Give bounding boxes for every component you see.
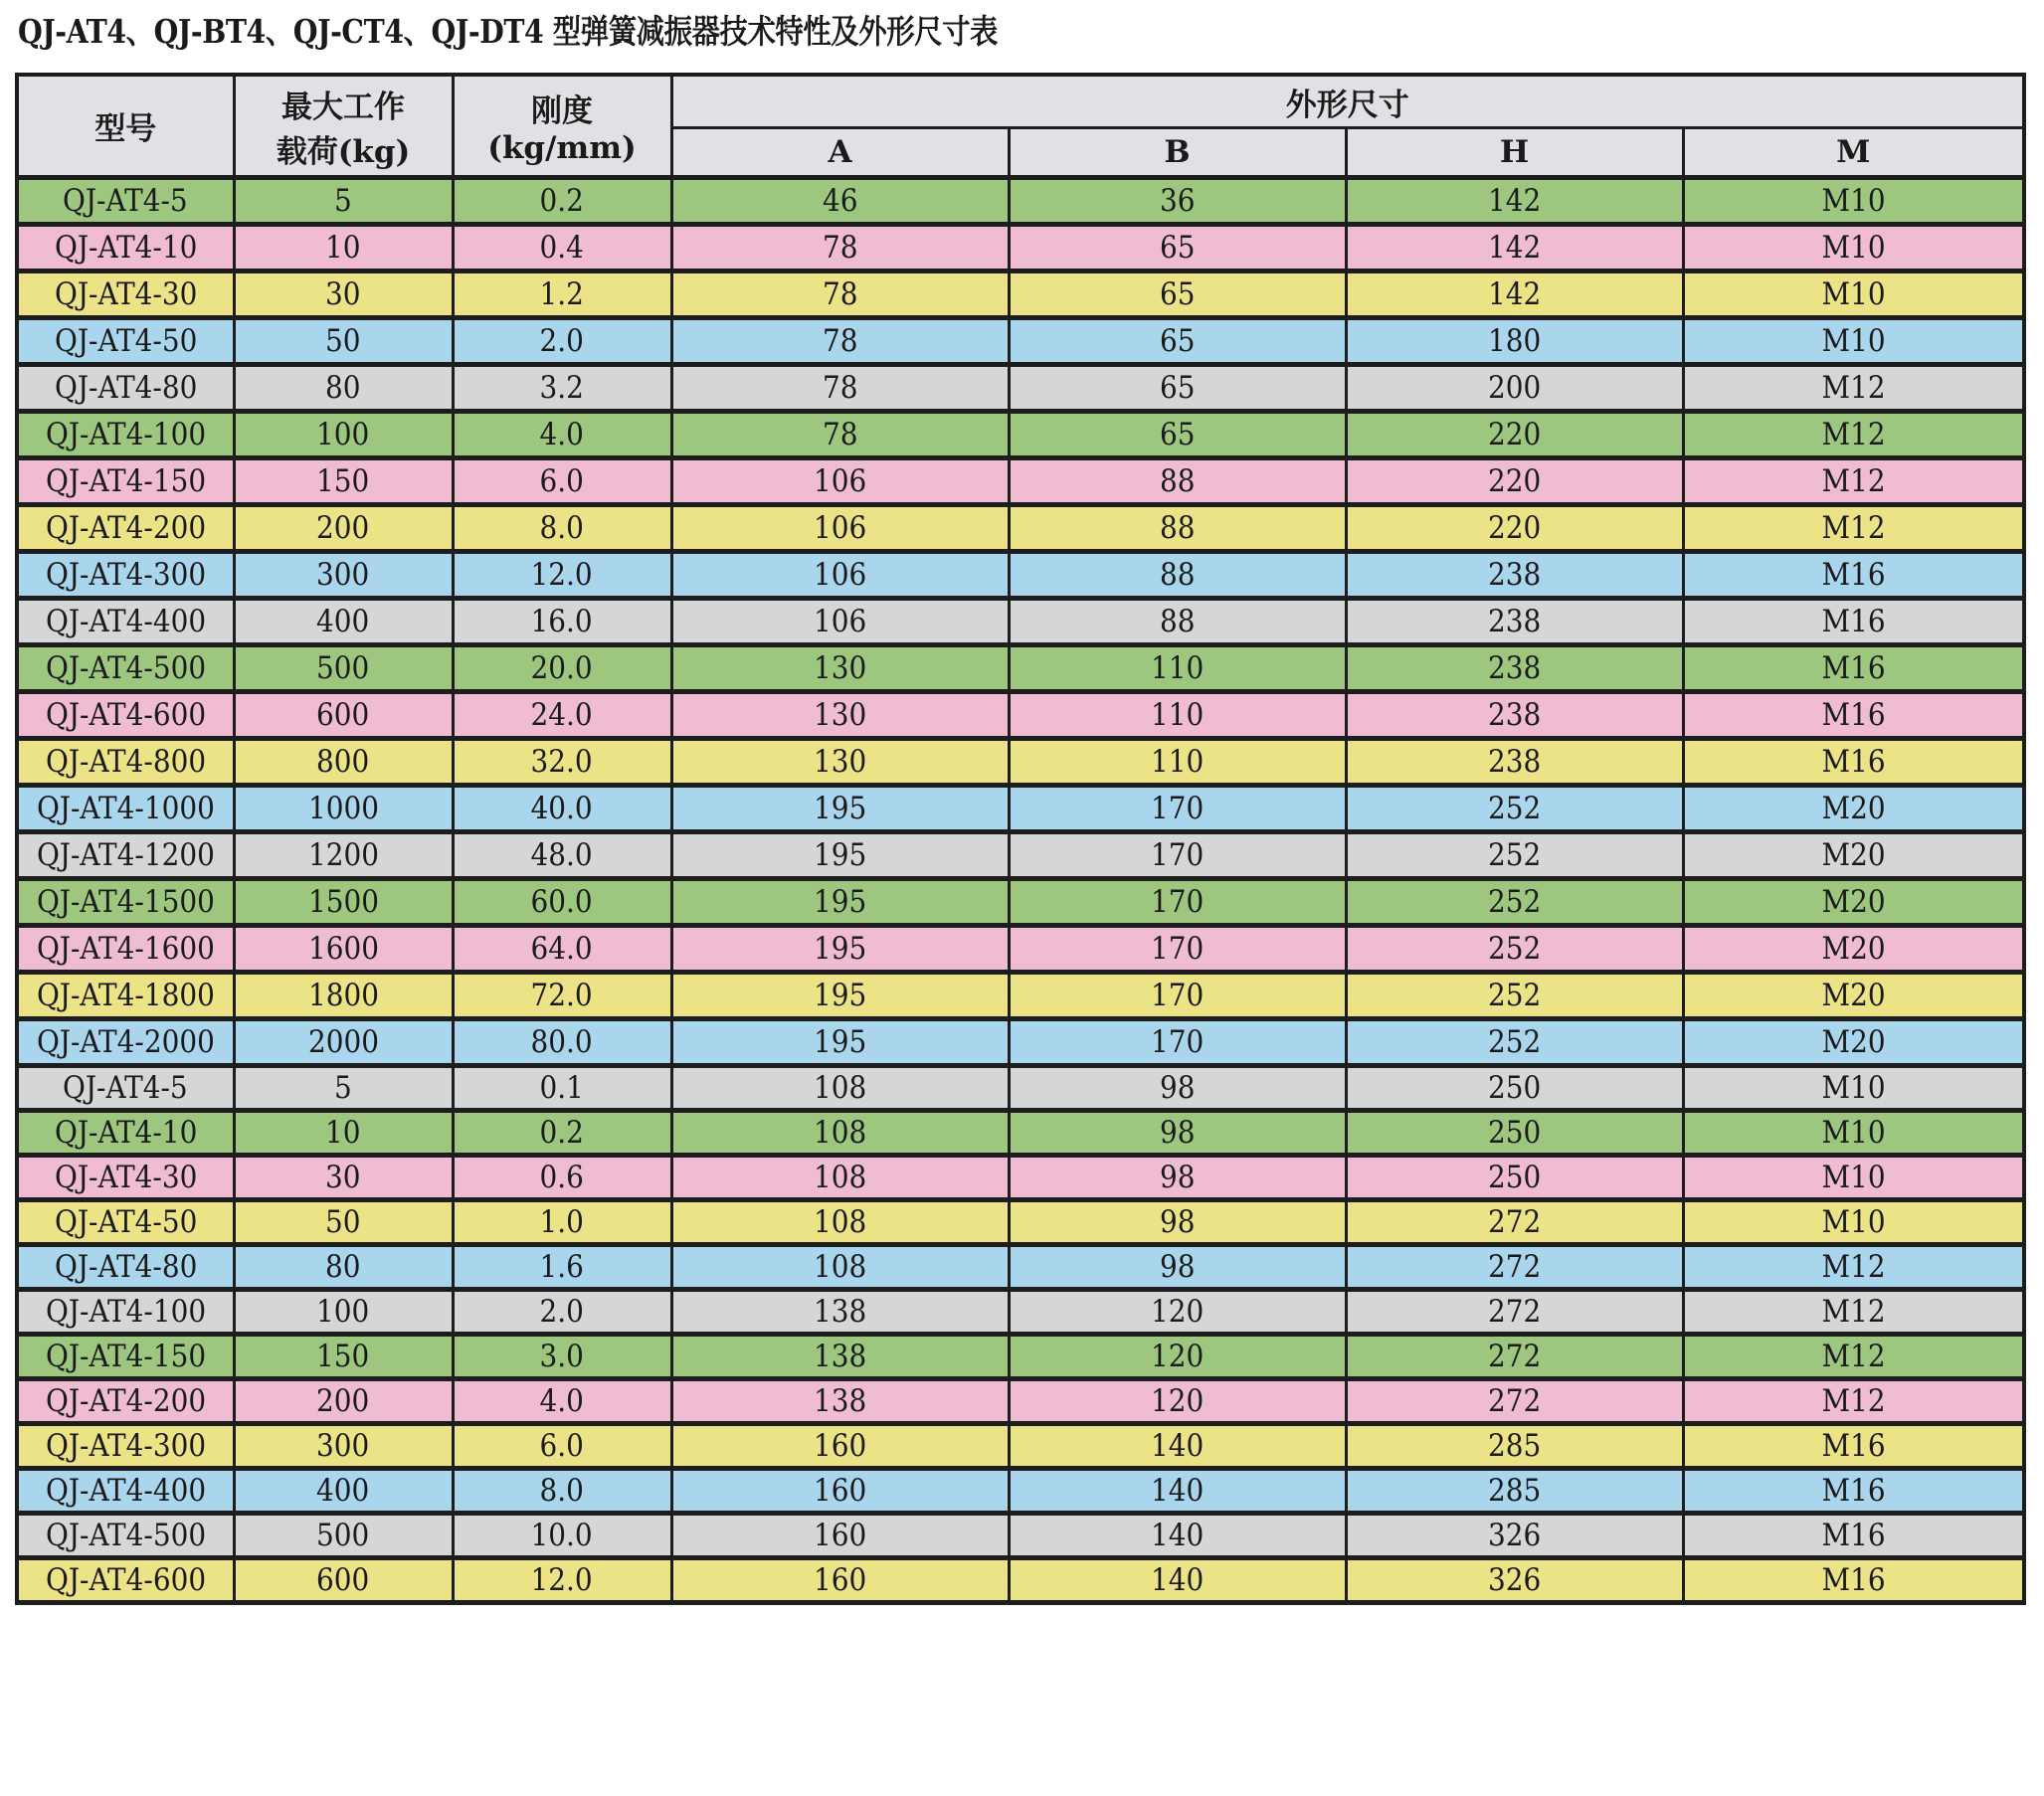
- cell-stiffness: 24.0: [453, 692, 671, 739]
- cell-b: 110: [1009, 645, 1346, 692]
- cell-m: M12: [1683, 458, 2024, 505]
- cell-model: QJ-AT4-30: [17, 1156, 234, 1200]
- cell-load: 100: [234, 412, 453, 458]
- cell-h: 142: [1346, 271, 1683, 318]
- cell-h: 272: [1346, 1245, 1683, 1290]
- cell-b: 98: [1009, 1245, 1346, 1290]
- cell-stiffness: 80.0: [453, 1019, 671, 1066]
- header-stiffness: 刚度 (kg/mm): [453, 75, 671, 178]
- table-row: [17, 178, 2024, 225]
- cell-h: 252: [1346, 832, 1683, 879]
- cell-h: 142: [1346, 225, 1683, 271]
- cell-b: 88: [1009, 599, 1346, 645]
- cell-h: 272: [1346, 1200, 1683, 1245]
- cell-b: 98: [1009, 1156, 1346, 1200]
- cell-a: 138: [671, 1290, 1009, 1335]
- cell-model: QJ-AT4-80: [17, 1245, 234, 1290]
- cell-stiffness: 60.0: [453, 879, 671, 926]
- table-row: [17, 271, 2024, 318]
- cell-stiffness: 10.0: [453, 1514, 671, 1558]
- table-row: [17, 225, 2024, 271]
- cell-m: M12: [1683, 365, 2024, 412]
- header-b: B: [1009, 128, 1346, 178]
- cell-a: 106: [671, 599, 1009, 645]
- cell-h: 238: [1346, 599, 1683, 645]
- cell-model: QJ-AT4-50: [17, 1200, 234, 1245]
- cell-stiffness: 6.0: [453, 1424, 671, 1469]
- cell-h: 238: [1346, 552, 1683, 599]
- cell-m: M20: [1683, 926, 2024, 973]
- cell-m: M12: [1683, 1335, 2024, 1379]
- cell-model: QJ-AT4-1500: [17, 879, 234, 926]
- cell-stiffness: 32.0: [453, 739, 671, 786]
- cell-model: QJ-AT4-800: [17, 739, 234, 786]
- cell-m: M16: [1683, 739, 2024, 786]
- cell-m: M16: [1683, 1469, 2024, 1514]
- cell-b: 98: [1009, 1111, 1346, 1156]
- table-row: [17, 365, 2024, 412]
- cell-a: 160: [671, 1558, 1009, 1603]
- table-row: [17, 645, 2024, 692]
- cell-b: 65: [1009, 365, 1346, 412]
- cell-load: 100: [234, 1290, 453, 1335]
- cell-h: 250: [1346, 1066, 1683, 1111]
- cell-b: 65: [1009, 271, 1346, 318]
- cell-stiffness: 1.2: [453, 271, 671, 318]
- cell-a: 78: [671, 412, 1009, 458]
- cell-b: 120: [1009, 1379, 1346, 1424]
- cell-b: 36: [1009, 178, 1346, 225]
- cell-h: 250: [1346, 1111, 1683, 1156]
- cell-m: M20: [1683, 1019, 2024, 1066]
- cell-stiffness: 8.0: [453, 505, 671, 552]
- cell-h: 252: [1346, 973, 1683, 1019]
- cell-a: 130: [671, 645, 1009, 692]
- table-row: [17, 318, 2024, 365]
- cell-stiffness: 4.0: [453, 412, 671, 458]
- cell-a: 108: [671, 1245, 1009, 1290]
- cell-b: 140: [1009, 1469, 1346, 1514]
- cell-a: 78: [671, 365, 1009, 412]
- cell-model: QJ-AT4-2000: [17, 1019, 234, 1066]
- cell-stiffness: 40.0: [453, 786, 671, 832]
- table-row: [17, 973, 2024, 1019]
- cell-a: 108: [671, 1156, 1009, 1200]
- cell-m: M10: [1683, 318, 2024, 365]
- cell-model: QJ-AT4-300: [17, 1424, 234, 1469]
- cell-b: 170: [1009, 926, 1346, 973]
- cell-b: 65: [1009, 318, 1346, 365]
- table-row: [17, 1335, 2024, 1379]
- cell-h: 220: [1346, 412, 1683, 458]
- table-row: [17, 1200, 2024, 1245]
- cell-m: M10: [1683, 1111, 2024, 1156]
- table-row: [17, 692, 2024, 739]
- cell-h: 285: [1346, 1424, 1683, 1469]
- cell-a: 106: [671, 505, 1009, 552]
- header-row-1: [17, 75, 2024, 128]
- cell-load: 800: [234, 739, 453, 786]
- cell-h: 272: [1346, 1290, 1683, 1335]
- cell-a: 160: [671, 1469, 1009, 1514]
- cell-stiffness: 12.0: [453, 552, 671, 599]
- cell-model: QJ-AT4-10: [17, 225, 234, 271]
- cell-b: 170: [1009, 786, 1346, 832]
- header-dimensions: 外形尺寸: [671, 75, 2024, 128]
- table-row: [17, 926, 2024, 973]
- cell-load: 500: [234, 645, 453, 692]
- cell-load: 10: [234, 1111, 453, 1156]
- cell-a: 78: [671, 318, 1009, 365]
- cell-m: M10: [1683, 1156, 2024, 1200]
- table-row: [17, 458, 2024, 505]
- page-title: QJ-AT4、QJ-BT4、QJ-CT4、QJ-DT4 型弹簧减振器技术特性及外形尺寸表: [18, 12, 999, 51]
- table-row: [17, 1111, 2024, 1156]
- cell-h: 238: [1346, 739, 1683, 786]
- cell-b: 120: [1009, 1335, 1346, 1379]
- cell-stiffness: 16.0: [453, 599, 671, 645]
- cell-load: 5: [234, 1066, 453, 1111]
- cell-load: 50: [234, 1200, 453, 1245]
- cell-h: 220: [1346, 458, 1683, 505]
- cell-model: QJ-AT4-1800: [17, 973, 234, 1019]
- cell-load: 300: [234, 552, 453, 599]
- cell-model: QJ-AT4-500: [17, 645, 234, 692]
- cell-stiffness: 0.4: [453, 225, 671, 271]
- cell-model: QJ-AT4-600: [17, 1558, 234, 1603]
- cell-h: 326: [1346, 1558, 1683, 1603]
- cell-h: 252: [1346, 786, 1683, 832]
- cell-load: 200: [234, 505, 453, 552]
- cell-load: 50: [234, 318, 453, 365]
- cell-a: 160: [671, 1424, 1009, 1469]
- cell-load: 2000: [234, 1019, 453, 1066]
- table-body: [17, 178, 2024, 1603]
- header-h: H: [1346, 128, 1683, 178]
- cell-b: 88: [1009, 458, 1346, 505]
- table-row: [17, 879, 2024, 926]
- cell-m: M20: [1683, 973, 2024, 1019]
- cell-load: 80: [234, 365, 453, 412]
- cell-a: 195: [671, 832, 1009, 879]
- table-row: [17, 1469, 2024, 1514]
- cell-m: M12: [1683, 1245, 2024, 1290]
- table-row: [17, 1290, 2024, 1335]
- cell-b: 88: [1009, 552, 1346, 599]
- cell-a: 46: [671, 178, 1009, 225]
- cell-load: 500: [234, 1514, 453, 1558]
- cell-load: 200: [234, 1379, 453, 1424]
- cell-load: 600: [234, 1558, 453, 1603]
- cell-stiffness: 1.6: [453, 1245, 671, 1290]
- cell-load: 600: [234, 692, 453, 739]
- cell-h: 200: [1346, 365, 1683, 412]
- cell-load: 1000: [234, 786, 453, 832]
- cell-stiffness: 0.2: [453, 178, 671, 225]
- table-row: [17, 1514, 2024, 1558]
- cell-b: 140: [1009, 1424, 1346, 1469]
- cell-load: 1200: [234, 832, 453, 879]
- cell-a: 195: [671, 1019, 1009, 1066]
- cell-load: 10: [234, 225, 453, 271]
- table-row: [17, 1245, 2024, 1290]
- cell-load: 150: [234, 1335, 453, 1379]
- cell-model: QJ-AT4-500: [17, 1514, 234, 1558]
- cell-load: 1600: [234, 926, 453, 973]
- cell-m: M16: [1683, 1514, 2024, 1558]
- cell-stiffness: 1.0: [453, 1200, 671, 1245]
- cell-model: QJ-AT4-100: [17, 412, 234, 458]
- cell-a: 138: [671, 1335, 1009, 1379]
- cell-a: 195: [671, 786, 1009, 832]
- cell-stiffness: 8.0: [453, 1469, 671, 1514]
- cell-stiffness: 4.0: [453, 1379, 671, 1424]
- cell-stiffness: 2.0: [453, 318, 671, 365]
- cell-a: 108: [671, 1200, 1009, 1245]
- cell-model: QJ-AT4-5: [17, 178, 234, 225]
- cell-h: 250: [1346, 1156, 1683, 1200]
- cell-b: 110: [1009, 739, 1346, 786]
- cell-b: 65: [1009, 412, 1346, 458]
- cell-model: QJ-AT4-1200: [17, 832, 234, 879]
- cell-b: 170: [1009, 1019, 1346, 1066]
- cell-stiffness: 72.0: [453, 973, 671, 1019]
- cell-stiffness: 12.0: [453, 1558, 671, 1603]
- header-model: 型号: [17, 75, 234, 178]
- cell-h: 238: [1346, 645, 1683, 692]
- cell-h: 326: [1346, 1514, 1683, 1558]
- cell-load: 400: [234, 599, 453, 645]
- cell-model: QJ-AT4-150: [17, 458, 234, 505]
- cell-load: 5: [234, 178, 453, 225]
- cell-m: M10: [1683, 225, 2024, 271]
- cell-load: 1500: [234, 879, 453, 926]
- table-row: [17, 599, 2024, 645]
- cell-b: 140: [1009, 1558, 1346, 1603]
- cell-load: 80: [234, 1245, 453, 1290]
- cell-h: 285: [1346, 1469, 1683, 1514]
- cell-stiffness: 64.0: [453, 926, 671, 973]
- cell-model: QJ-AT4-50: [17, 318, 234, 365]
- cell-model: QJ-AT4-300: [17, 552, 234, 599]
- cell-m: M10: [1683, 1066, 2024, 1111]
- cell-model: QJ-AT4-150: [17, 1335, 234, 1379]
- cell-h: 142: [1346, 178, 1683, 225]
- table-row: [17, 1156, 2024, 1200]
- cell-h: 220: [1346, 505, 1683, 552]
- cell-b: 170: [1009, 879, 1346, 926]
- cell-m: M16: [1683, 599, 2024, 645]
- table-row: [17, 505, 2024, 552]
- table-row: [17, 1019, 2024, 1066]
- table-row: [17, 1379, 2024, 1424]
- cell-m: M10: [1683, 1200, 2024, 1245]
- cell-stiffness: 6.0: [453, 458, 671, 505]
- cell-stiffness: 3.0: [453, 1335, 671, 1379]
- cell-model: QJ-AT4-5: [17, 1066, 234, 1111]
- cell-m: M10: [1683, 178, 2024, 225]
- cell-a: 78: [671, 225, 1009, 271]
- cell-a: 106: [671, 458, 1009, 505]
- cell-load: 400: [234, 1469, 453, 1514]
- cell-h: 252: [1346, 926, 1683, 973]
- cell-a: 130: [671, 739, 1009, 786]
- cell-model: QJ-AT4-1600: [17, 926, 234, 973]
- cell-m: M16: [1683, 1424, 2024, 1469]
- cell-a: 195: [671, 926, 1009, 973]
- cell-model: QJ-AT4-600: [17, 692, 234, 739]
- cell-m: M16: [1683, 692, 2024, 739]
- cell-b: 88: [1009, 505, 1346, 552]
- cell-model: QJ-AT4-30: [17, 271, 234, 318]
- cell-load: 30: [234, 271, 453, 318]
- cell-h: 238: [1346, 692, 1683, 739]
- cell-b: 120: [1009, 1290, 1346, 1335]
- table-row: [17, 1066, 2024, 1111]
- cell-m: M10: [1683, 271, 2024, 318]
- cell-m: M12: [1683, 1379, 2024, 1424]
- cell-a: 195: [671, 879, 1009, 926]
- cell-a: 108: [671, 1066, 1009, 1111]
- cell-stiffness: 20.0: [453, 645, 671, 692]
- table-row: [17, 412, 2024, 458]
- table-row: [17, 739, 2024, 786]
- cell-a: 108: [671, 1111, 1009, 1156]
- cell-a: 138: [671, 1379, 1009, 1424]
- header-max-load: 最大工作 载荷(kg): [234, 75, 453, 178]
- cell-a: 130: [671, 692, 1009, 739]
- table-row: [17, 832, 2024, 879]
- cell-model: QJ-AT4-80: [17, 365, 234, 412]
- table-row: [17, 1558, 2024, 1603]
- header-m: M: [1683, 128, 2024, 178]
- cell-m: M16: [1683, 645, 2024, 692]
- cell-model: QJ-AT4-100: [17, 1290, 234, 1335]
- cell-m: M12: [1683, 505, 2024, 552]
- cell-h: 252: [1346, 879, 1683, 926]
- cell-model: QJ-AT4-200: [17, 1379, 234, 1424]
- cell-model: QJ-AT4-400: [17, 1469, 234, 1514]
- cell-m: M20: [1683, 832, 2024, 879]
- table-row: [17, 552, 2024, 599]
- cell-stiffness: 3.2: [453, 365, 671, 412]
- cell-model: QJ-AT4-10: [17, 1111, 234, 1156]
- cell-model: QJ-AT4-200: [17, 505, 234, 552]
- cell-a: 106: [671, 552, 1009, 599]
- cell-m: M12: [1683, 412, 2024, 458]
- cell-h: 180: [1346, 318, 1683, 365]
- cell-stiffness: 0.6: [453, 1156, 671, 1200]
- cell-m: M12: [1683, 1290, 2024, 1335]
- cell-a: 160: [671, 1514, 1009, 1558]
- cell-h: 272: [1346, 1335, 1683, 1379]
- cell-load: 1800: [234, 973, 453, 1019]
- cell-b: 170: [1009, 832, 1346, 879]
- cell-stiffness: 48.0: [453, 832, 671, 879]
- cell-h: 272: [1346, 1379, 1683, 1424]
- cell-m: M20: [1683, 786, 2024, 832]
- cell-stiffness: 0.1: [453, 1066, 671, 1111]
- table-row: [17, 786, 2024, 832]
- cell-m: M16: [1683, 1558, 2024, 1603]
- cell-b: 98: [1009, 1200, 1346, 1245]
- cell-m: M16: [1683, 552, 2024, 599]
- cell-load: 30: [234, 1156, 453, 1200]
- table-row: [17, 1424, 2024, 1469]
- cell-model: QJ-AT4-400: [17, 599, 234, 645]
- header-a: A: [671, 128, 1009, 178]
- cell-stiffness: 2.0: [453, 1290, 671, 1335]
- cell-b: 110: [1009, 692, 1346, 739]
- cell-b: 170: [1009, 973, 1346, 1019]
- cell-m: M20: [1683, 879, 2024, 926]
- cell-h: 252: [1346, 1019, 1683, 1066]
- cell-stiffness: 0.2: [453, 1111, 671, 1156]
- cell-a: 78: [671, 271, 1009, 318]
- cell-b: 140: [1009, 1514, 1346, 1558]
- cell-b: 98: [1009, 1066, 1346, 1111]
- spec-table: [15, 73, 2026, 1605]
- cell-model: QJ-AT4-1000: [17, 786, 234, 832]
- cell-load: 300: [234, 1424, 453, 1469]
- cell-b: 65: [1009, 225, 1346, 271]
- cell-a: 195: [671, 973, 1009, 1019]
- cell-load: 150: [234, 458, 453, 505]
